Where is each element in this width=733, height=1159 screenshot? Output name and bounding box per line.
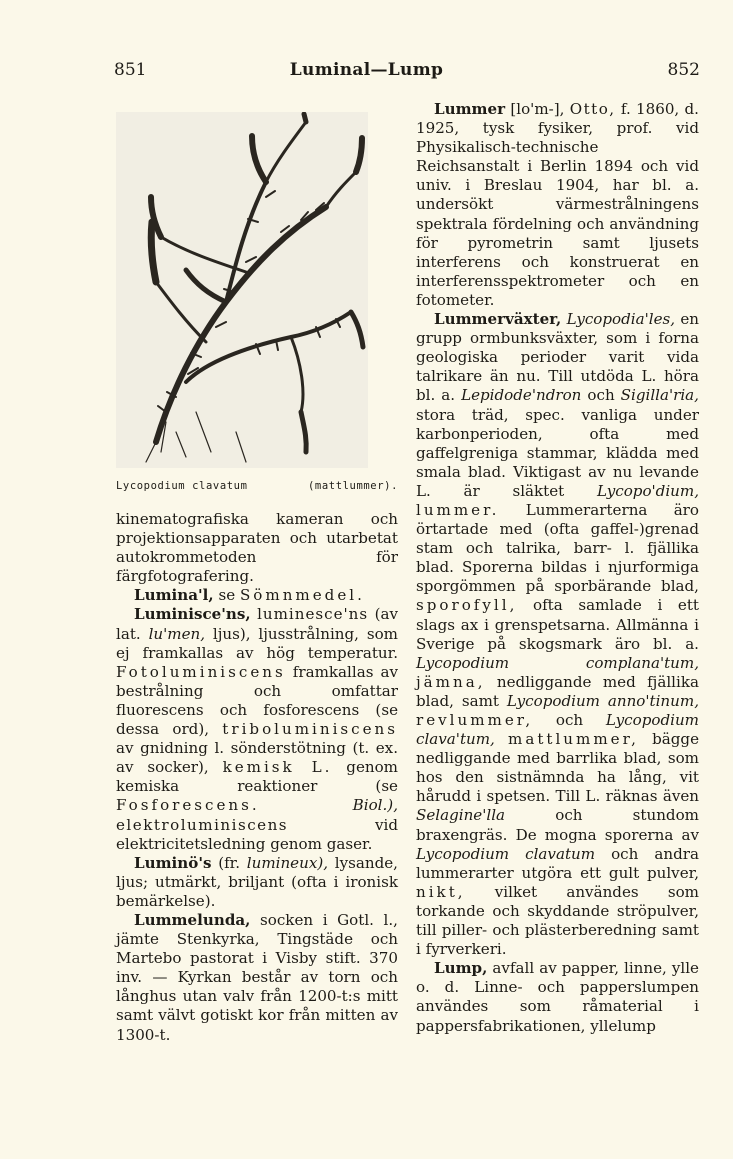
entry-italic: Lycopodium clavatum bbox=[416, 844, 596, 863]
entry-luminal bbox=[116, 586, 398, 605]
entry-spaced: elektroluminiscens bbox=[116, 815, 289, 834]
entry-italic: Lycopodia'les, bbox=[566, 310, 676, 329]
entry-headword: Lump, bbox=[434, 959, 488, 978]
entry-italic: Lycopodium anno'tinum, bbox=[506, 691, 699, 710]
caption-common-name: (mattlummer). bbox=[308, 480, 398, 492]
entry-text: avfall av papper, linne, ylle o. d. Linne- och papperslumpen användes som råmaterial i pappersfabrikationen, yllelump bbox=[416, 959, 699, 1035]
page-number-left: 851 bbox=[114, 60, 147, 80]
entry-text: och bbox=[587, 386, 615, 405]
entry-variant: luminesce'ns bbox=[257, 605, 369, 624]
page-title: Luminal—Lump bbox=[289, 60, 444, 80]
cross-reference: Fosforescens. bbox=[116, 796, 260, 815]
entry-spaced: sporofyll, bbox=[416, 596, 518, 615]
caption-species: Lycopodium clavatum bbox=[116, 480, 248, 492]
page-header bbox=[0, 60, 733, 86]
entry-italic: Lepidode'ndron bbox=[461, 386, 582, 405]
entry-italic: Sigilla'ria, bbox=[620, 386, 699, 405]
entry-spaced: jämna, bbox=[416, 672, 486, 691]
paragraph-text: kinematografiska kameran och projektionsapparaten och utarbetat autokrommetoden för färgfotografering. bbox=[116, 510, 398, 586]
entry-text: Lummerarterna äro örtartade med (ofta gaffel-)grenad stam och talrika, barr- l. fjällika blad. Sporerna bildas i njurformiga sporgömmen på sporbärande blad, bbox=[416, 500, 699, 596]
entry-italic: lu'men, bbox=[148, 624, 206, 643]
entry-italic: Selagine'lla bbox=[416, 806, 506, 825]
entry-luminiscens bbox=[116, 605, 398, 853]
entry-text: socken i Gotl. l., jämte Stenkyrka, Tingstäde och Martebo pastorat i Visby stift. 370 inv. — Kyrkan består av torn och långhus utan valv från 1200-t:s mitt samt välvt gotiskt kor från mitten av 1300-t. bbox=[116, 910, 398, 1044]
entry-headword: Lumina'l, bbox=[134, 586, 214, 605]
entry-text: och andra lummerarter utgöra ett gult pulver, bbox=[416, 844, 699, 882]
entry-lummervaxter bbox=[416, 310, 699, 959]
entry-text: ofta samlade i ett slags ax i grenspetsarna. Allmänna i Sverige på skogsmark äro bl. a. bbox=[416, 596, 699, 653]
entry-text: f. 1860, d. 1925, tysk fysiker, prof. vid Physikalisch-technische Reichsanstalt i Berlin 1894 och vid univ. i Breslau 1904, har bl. a. undersökt värmestrålningens spektrala fördelning och användning för pyrometrin samt ljusets interferens och konstruerat en interferensspektrometer och en fotometer. bbox=[416, 100, 699, 309]
figure-caption bbox=[116, 480, 398, 492]
entry-spaced: Otto, bbox=[569, 100, 616, 118]
entry-lummelunda bbox=[116, 911, 398, 1045]
entry-text: [lo'm-], bbox=[510, 100, 565, 118]
entry-text: stora träd, spec. vanliga under karbonperioden, ofta med gaffelgreniga stammar, klädda med smala blad. Viktigast av nu levande L. är släktet bbox=[416, 405, 699, 500]
entry-text: och bbox=[555, 711, 584, 729]
lycopodium-illustration bbox=[116, 112, 368, 468]
paragraph-continuation bbox=[116, 510, 398, 586]
entry-spaced: triboluminiscens bbox=[222, 720, 398, 739]
entry-spaced: Fotoluminiscens bbox=[116, 662, 286, 681]
entry-text: se bbox=[218, 586, 236, 605]
entry-italic: lumineux), bbox=[246, 853, 329, 872]
entry-headword: Lummer bbox=[434, 100, 506, 118]
entry-spaced: mattlummer, bbox=[508, 730, 639, 749]
entry-italic: Lycopodium clava'tum, bbox=[416, 711, 699, 749]
entry-lummer bbox=[416, 100, 699, 310]
entry-text: och stundom braxengräs. De mogna sporerna av bbox=[416, 806, 699, 844]
entry-spaced: nikt, bbox=[416, 882, 466, 901]
entry-spaced: lummer. bbox=[416, 500, 500, 519]
cross-reference: Sömnmedel. bbox=[239, 586, 365, 605]
entry-italic: Biol.), bbox=[352, 796, 398, 815]
entry-luminos bbox=[116, 854, 398, 911]
entry-headword: Luminisce'ns, bbox=[134, 605, 251, 624]
entry-text: lysande, ljus; utmärkt, briljant (ofta i ironisk bemärkelse). bbox=[116, 853, 398, 910]
entry-spaced: revlummer, bbox=[416, 711, 534, 729]
left-column bbox=[116, 510, 398, 1045]
entry-italic: Lycopodium complana'tum, bbox=[416, 653, 699, 672]
page-number-right: 852 bbox=[667, 60, 700, 80]
entry-headword: Lummelunda, bbox=[134, 910, 251, 929]
entry-text: ljus), ljusstrålning, som ej framkallas av hög temperatur. bbox=[116, 624, 398, 662]
entry-text: vilket användes som torkande och skyddande ströpulver, till piller- och plästerberedning samt i fyrverkeri. bbox=[416, 882, 699, 959]
entry-text: (av lat. bbox=[116, 605, 398, 643]
entry-text: genom kemiska reaktioner (se bbox=[116, 758, 398, 796]
entry-text: av gnidning l. sönderstötning (t. ex. av socker), bbox=[116, 739, 398, 777]
entry-italic: Lycopo'dium, bbox=[596, 481, 699, 500]
figure-lycopodium bbox=[116, 112, 368, 468]
entry-headword: Luminö's bbox=[134, 853, 212, 872]
entry-text: (fr. bbox=[218, 853, 241, 872]
entry-text: en grupp ormbunksväxter, som i forna geologiska perioder varit vida talrikare än nu. Till utdöda L. höra bl. a. bbox=[416, 310, 699, 405]
entry-text: vid elektricitetsledning genom gaser. bbox=[116, 815, 398, 853]
entry-text: nedliggande med fjällika blad, samt bbox=[416, 672, 699, 710]
entry-spaced: kemisk L. bbox=[222, 758, 333, 777]
entry-lump bbox=[416, 959, 699, 1035]
entry-text: framkallas av bestrålning och omfattar fluorescens och fosforescens (se dessa ord), bbox=[116, 662, 398, 739]
right-column bbox=[416, 100, 699, 1036]
entry-headword: Lummerväxter, bbox=[434, 310, 562, 329]
entry-text: bägge nedliggande med barrlika blad, som hos den sistnämnda ha lång, vit hårudd i spetsen. Till L. räknas även bbox=[416, 730, 699, 806]
